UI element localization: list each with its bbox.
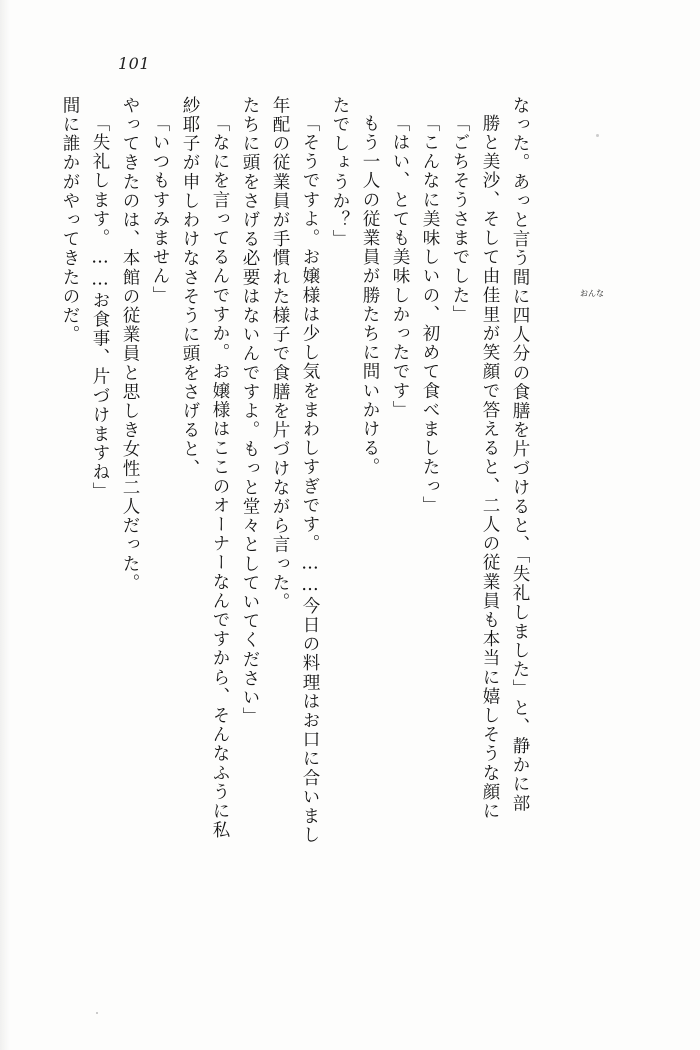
text-column: 間に誰かがやってきたのだ。 [60, 96, 80, 345]
page-number: 101 [118, 54, 151, 73]
text-column: 「なにを言ってるんですか。お嬢様はここのオーナーなんですから、そんなふうに私 [210, 114, 230, 840]
text-column: 勝と美沙、そして由佳里が笑顔で答えると、二人の従業員も本当に嬉しそうな顔に [480, 114, 500, 821]
text-column: たでしょうか？」 [330, 96, 350, 249]
text-column: 「はい、とても美味しかったです」 [390, 114, 410, 420]
paper-speck [96, 1012, 98, 1014]
text-column: なった。あっと言う間に四人分の食膳を片づけると、「失礼しました」と、静かに部 [510, 96, 530, 814]
ruby-annotation: おんな [580, 289, 604, 298]
text-column: たちに頭をさげる必要はないんですよ。もっと堂々としていてください」 [240, 96, 260, 727]
text-column: 「失礼します。……お食事、片づけますね」 [90, 114, 110, 501]
text-column: 紗耶子が申しわけなさそうに頭をさげると、 [180, 96, 200, 478]
text-column: 年配の従業員が手慣れた様子で食膳を片づけながら言った。 [270, 96, 290, 612]
vertical-text-body [48, 96, 608, 976]
text-column: 「ごちそうさまでした」 [450, 114, 470, 325]
text-column: 「そうですよ。お嬢様は少し気をまわしすぎです。……今日の料理はお口に合いまし [300, 114, 320, 845]
text-column: やってきたのは、本館の従業員と思しき女性二人だった。 [120, 96, 140, 593]
text-column: 「いつもすみません」 [150, 114, 170, 305]
text-column: もう一人の従業員が勝たちに問いかける。 [360, 114, 380, 477]
paper-speck [596, 134, 599, 137]
page-edge-shadow [0, 0, 10, 1050]
text-column: 「こんなに美味しいの、初めて食べましたっ」 [420, 114, 440, 516]
